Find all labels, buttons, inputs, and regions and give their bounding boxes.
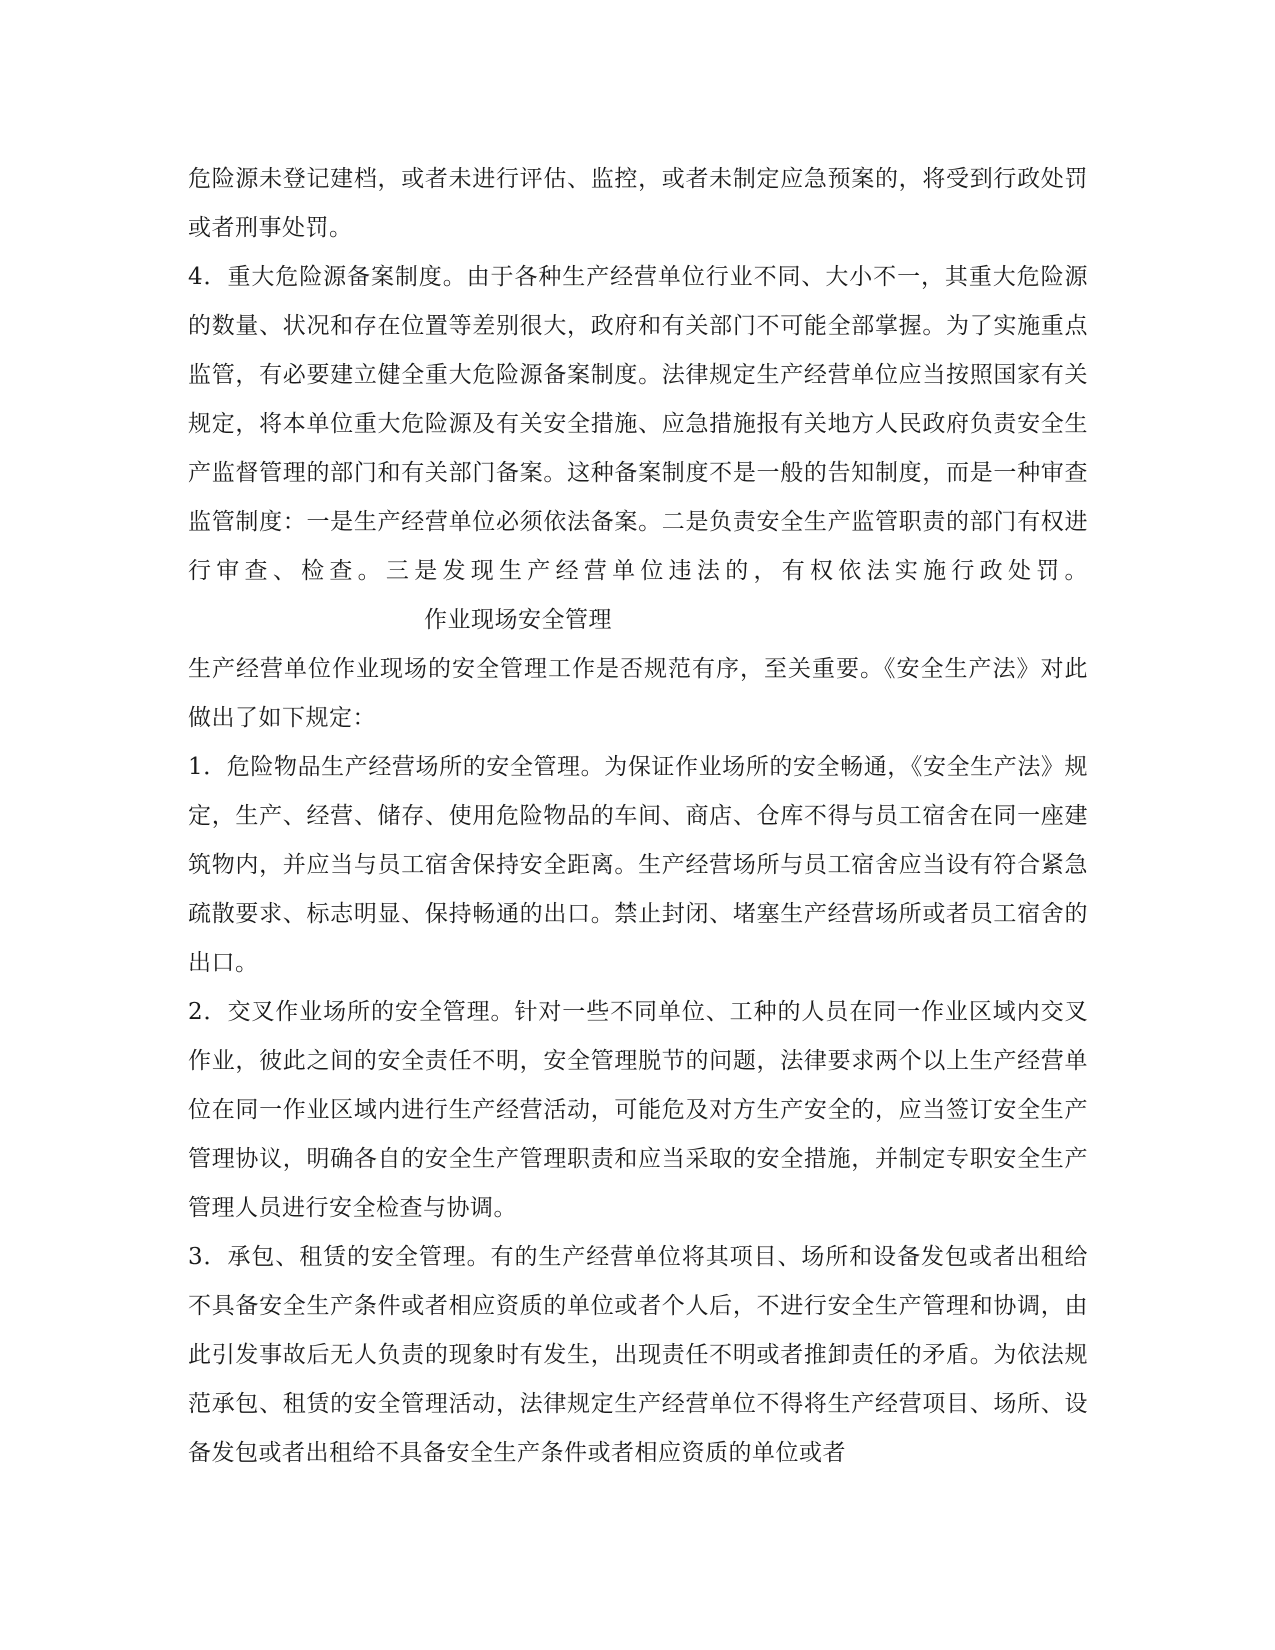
- section-heading: 作业现场安全管理: [424, 607, 612, 633]
- paragraph-hazardous-goods-site: 1．危险物品生产经营场所的安全管理。为保证作业场所的安全畅通，《安全生产法》规定，生产、经营、储存、使用危险物品的车间、商店、仓库不得与员工宿舍在同一座建筑物内，并应当与员工宿舍保持安全距离。生产经营场所与员工宿舍应当设有符合紧急疏散要求、标志明显、保持畅通的出口。禁止封闭、堵塞生产经营场所或者员工宿舍的出口。: [188, 754, 1088, 976]
- paragraph-major-hazard-filing-text: 4．重大危险源备案制度。由于各种生产经营单位行业不同、大小不一，其重大危险源的数量、状况和存在位置等差别很大，政府和有关部门不可能全部掌握。为了实施重点监管，有必要建立健全重大危险源备案制度。法律规定生产经营单位应当按照国家有关规定，将本单位重大危险源及有关安全措施、应急措施报有关地方人民政府负责安全生产监督管理的部门和有关部门备案。这种备案制度不是一般的告知制度，而是一种审查监管制度：一是生产经营单位必须依法备案。二是负责安全生产监管职责的部门有权进行审查、检查。三是发现生产经营单位违法的，有权依法实施行政处罚。: [188, 264, 1088, 584]
- paragraph-continuation: 危险源未登记建档，或者未进行评估、监控，或者未制定应急预案的，将受到行政处罚或者刑事处罚。: [188, 166, 1088, 241]
- paragraph-cross-operation: 2．交叉作业场所的安全管理。针对一些不同单位、工种的人员在同一作业区域内交叉作业，彼此之间的安全责任不明，安全管理脱节的问题，法律要求两个以上生产经营单位在同一作业区域内进行生产经营活动，可能危及对方生产安全的，应当签订安全生产管理协议，明确各自的安全生产管理职责和应当采取的安全措施，并制定专职安全生产管理人员进行安全检查与协调。: [188, 999, 1088, 1221]
- paragraph-site-intro: 生产经营单位作业现场的安全管理工作是否规范有序，至关重要。《安全生产法》对此做出了如下规定：: [188, 656, 1088, 731]
- paragraph-major-hazard-filing: [188, 253, 1088, 645]
- paragraph-contracting-leasing: 3．承包、租赁的安全管理。有的生产经营单位将其项目、场所和设备发包或者出租给不具备安全生产条件或者相应资质的单位或者个人后，不进行安全生产管理和协调，由此引发事故后无人负责的现象时有发生，出现责任不明或者推卸责任的矛盾。为依法规范承包、租赁的安全管理活动，法律规定生产经营单位不得将生产经营项目、场所、设备发包或者出租给不具备安全生产条件或者相应资质的单位或者: [188, 1244, 1088, 1466]
- document-body: [188, 155, 1088, 1478]
